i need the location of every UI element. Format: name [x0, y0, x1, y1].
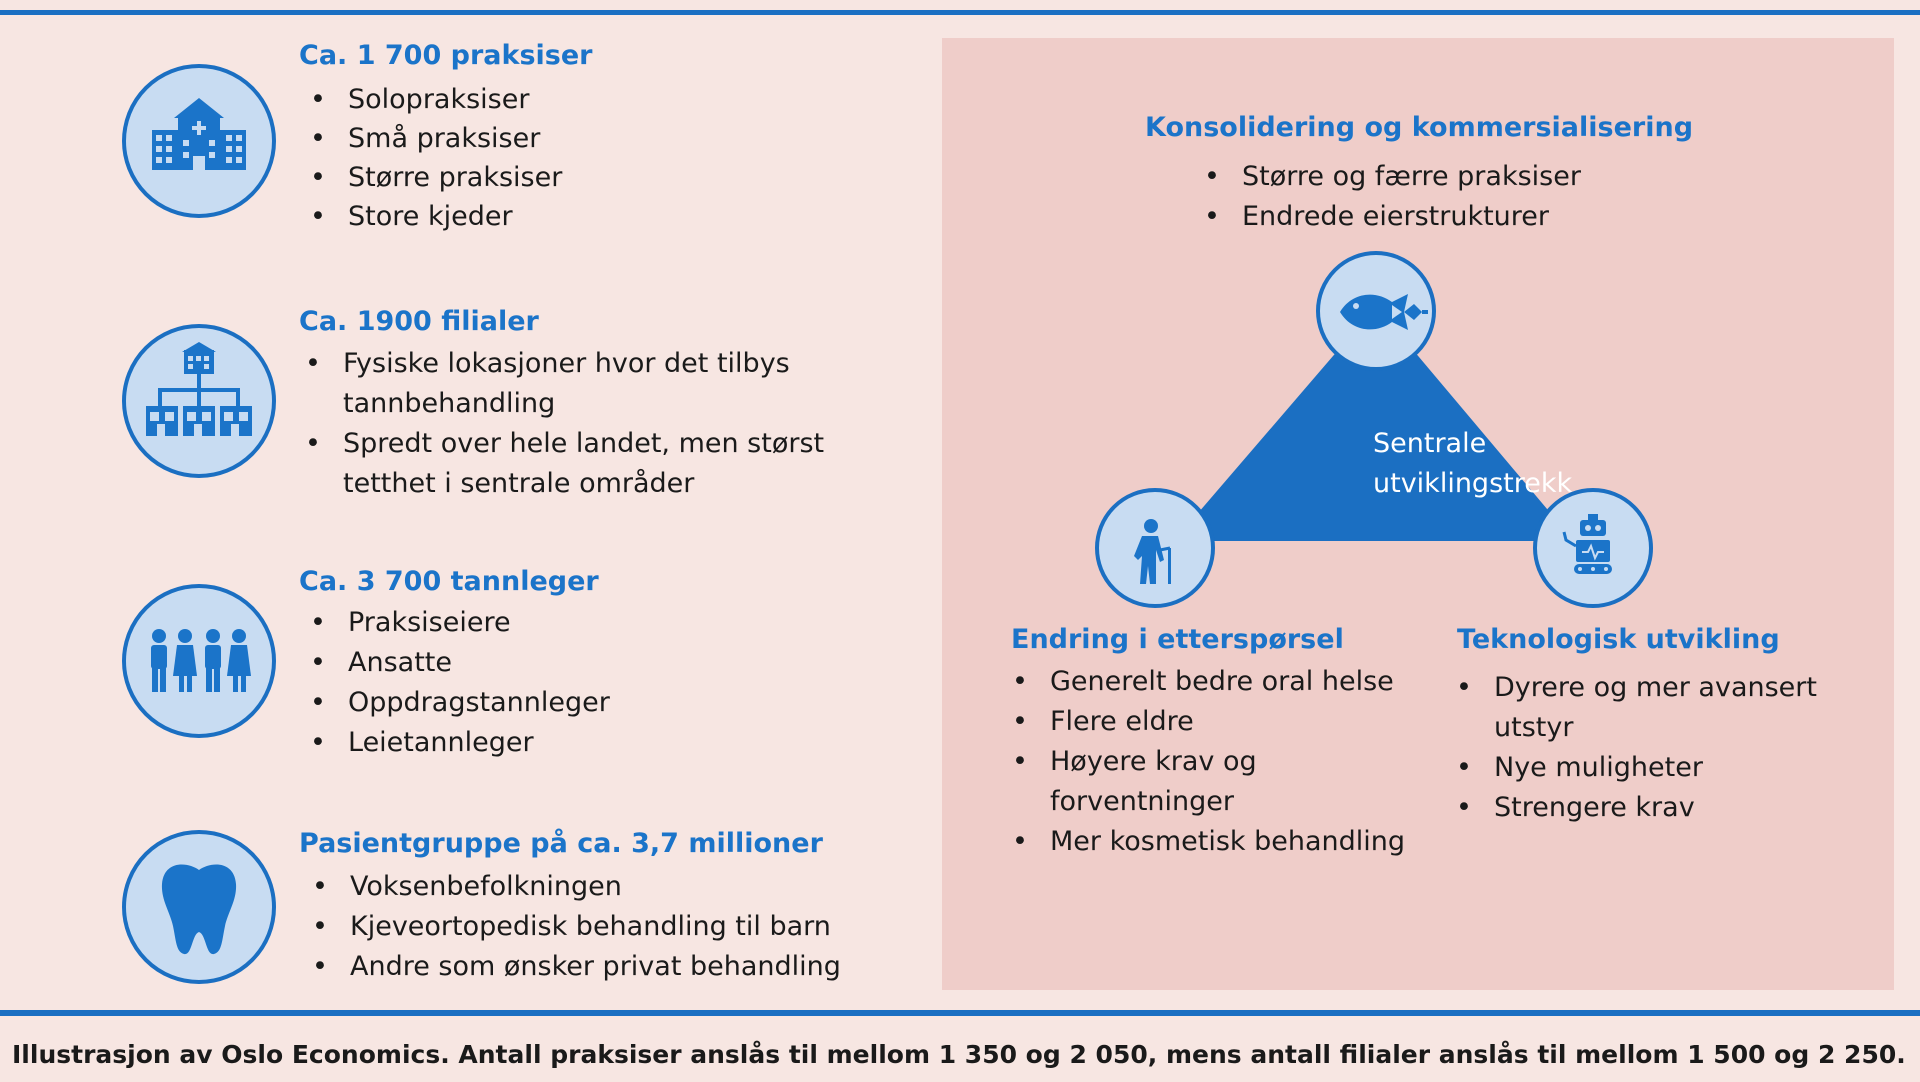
etterspørsel-list	[1012, 662, 1406, 862]
list-item: • Leietannleger	[310, 727, 534, 758]
list-item: tetthet i sentrale områder	[343, 468, 695, 499]
list-item: • Mer kosmetisk behandling	[1012, 826, 1406, 857]
list-item: • Ansatte	[310, 647, 452, 678]
list-item: • Flere eldre	[1012, 706, 1194, 737]
list-item: • Fysiske lokasjoner hvor det tilbys	[305, 348, 790, 379]
list-item: • Høyere krav og	[1012, 746, 1257, 777]
list-item: • Nye muligheter	[1456, 752, 1703, 783]
list-item: • Små praksiser	[310, 123, 541, 154]
teknologisk-list	[1456, 668, 1817, 828]
list-item: • Dyrere og mer avansert	[1456, 672, 1817, 703]
list-item: forventninger	[1050, 786, 1234, 817]
robot-icon	[1535, 490, 1651, 606]
bottom-rule	[0, 1010, 1920, 1016]
figure-caption: Illustrasjon av Oslo Economics. Antall praksiser anslås til mellom 1 350 og 2 050, mens antall filialer anslås til mellom 1 500 og 2 250.	[12, 1040, 1906, 1069]
list-item: • Oppdragstannleger	[310, 687, 610, 718]
list-item: • Større og færre praksiser	[1204, 161, 1581, 192]
list-item: tannbehandling	[343, 388, 556, 419]
list-item: • Voksenbefolkningen	[312, 871, 622, 902]
list-item: • Store kjeder	[310, 201, 513, 232]
section-title-pasientgruppe: Pasientgruppe på ca. 3,7 millioner	[299, 828, 823, 859]
list-item: • Strengere krav	[1456, 792, 1695, 823]
section-title-tannleger: Ca. 3 700 tannleger	[299, 566, 599, 597]
list-item: utstyr	[1494, 712, 1574, 743]
trend-title-etterspørsel: Endring i etterspørsel	[1011, 624, 1344, 655]
trend-title-teknologisk: Teknologisk utvikling	[1457, 624, 1780, 655]
list-item: • Andre som ønsker privat behandling	[312, 951, 841, 982]
elderly-person-icon	[1097, 490, 1213, 606]
list-item: • Praksiseiere	[310, 607, 511, 638]
list-item: • Endrede eierstrukturer	[1204, 201, 1550, 232]
list-item: • Kjeveortopedisk behandling til barn	[312, 911, 831, 942]
list-item: • Solopraksiser	[310, 84, 530, 115]
trend-title-konsolidering: Konsolidering og kommersialisering	[1145, 112, 1694, 143]
section-title-praksiser: Ca. 1 700 praksiser	[299, 40, 593, 71]
list-item: • Spredt over hele landet, men størst	[305, 428, 825, 459]
section-title-filialer: Ca. 1900 filialer	[299, 306, 539, 337]
fish-eating-fish-icon	[1318, 253, 1434, 369]
list-item: • Generelt bedre oral helse	[1012, 666, 1394, 697]
list-item: • Større praksiser	[310, 162, 563, 193]
